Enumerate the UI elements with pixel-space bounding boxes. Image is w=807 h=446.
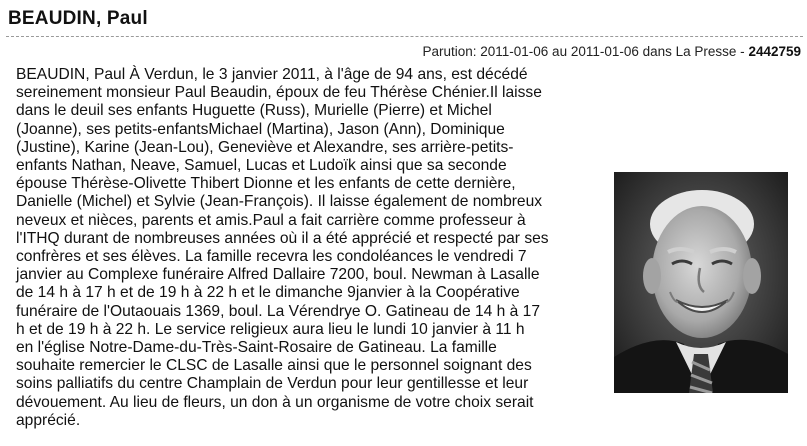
obituary-line: BEAUDIN, Paul À Verdun, le 3 janvier 2011, à l'âge de 94 ans, est décédé [16,66,528,83]
obituary-line: neveux et nièces, parents et amis.Paul a fait carrière comme professeur à [16,211,526,229]
obituary-name-heading: BEAUDIN, Paul [8,8,148,29]
obituary-line: (Justine), Karine (Jean-Lou), Geneviève et Alexandre, ses arrière-petits- [16,138,514,156]
obituary-line: l'ITHQ durant de nombreuses années où il a été apprécié et respecté par ses [16,229,549,247]
header-divider [6,36,803,37]
obituary-line: souhaite remercier le CLSC de Lasalle ainsi que le personnel soignant des [16,357,532,375]
obituary-line: de 14 h à 17 h et de 19 h à 22 h et le dimanche 9janvier à la Coopérative [16,284,520,302]
obituary-text [16,66,606,430]
obituary-line: Danielle (Michel) et Sylvie (Jean-François). Il laisse également de nombreux [16,193,543,211]
obituary-line: (Joanne), ses petits-enfantsMichael (Martina), Jason (Ann), Dominique [16,120,505,138]
publication-text: Parution: 2011-01-06 au 2011-01-06 dans La Presse - [422,44,749,59]
obituary-line: h et de 19 h à 22 h. Le service religieux aura lieu le lundi 10 janvier à 11 h [16,320,525,338]
obituary-line: janvier au Complexe funéraire Alfred Dallaire 7200, boul. Newman à Lasalle [16,266,540,284]
publication-info [422,44,801,59]
obituary-line: funéraire de l'Outaouais 1369, boul. La Vérendrye O. Gatineau de 14 h à 17 [16,302,540,320]
publication-number: 2442759 [748,44,801,59]
obituary-line: apprécié. [16,411,81,429]
portrait-photo [614,172,788,393]
obituary-line: sereinement monsieur Paul Beaudin, époux de feu Thérèse Chénier.Il laisse [16,84,542,102]
portrait-icon [614,172,788,393]
obituary-line: dévouement. Au lieu de fleurs, un don à un organisme de votre choix serait [16,393,534,411]
obituary-line: épouse Thérèse-Olivette Thibert Dionne et les enfants de cette dernière, [16,175,516,193]
obituary-line: enfants Nathan, Neave, Samuel, Lucas et Ludoïk ainsi que sa seconde [16,157,507,175]
obituary-line: confrères et ses élèves. La famille recevra les condoléances le vendredi 7 [16,248,527,266]
obituary-line: en l'église Notre-Dame-du-Très-Saint-Rosaire de Gatineau. La famille [16,339,497,357]
obituary-line: soins palliatifs du centre Champlain de Verdun pour leur gentillesse et leur [16,375,529,393]
obituary-line: dans le deuil ses enfants Huguette (Russ), Murielle (Pierre) et Michel [16,102,492,120]
